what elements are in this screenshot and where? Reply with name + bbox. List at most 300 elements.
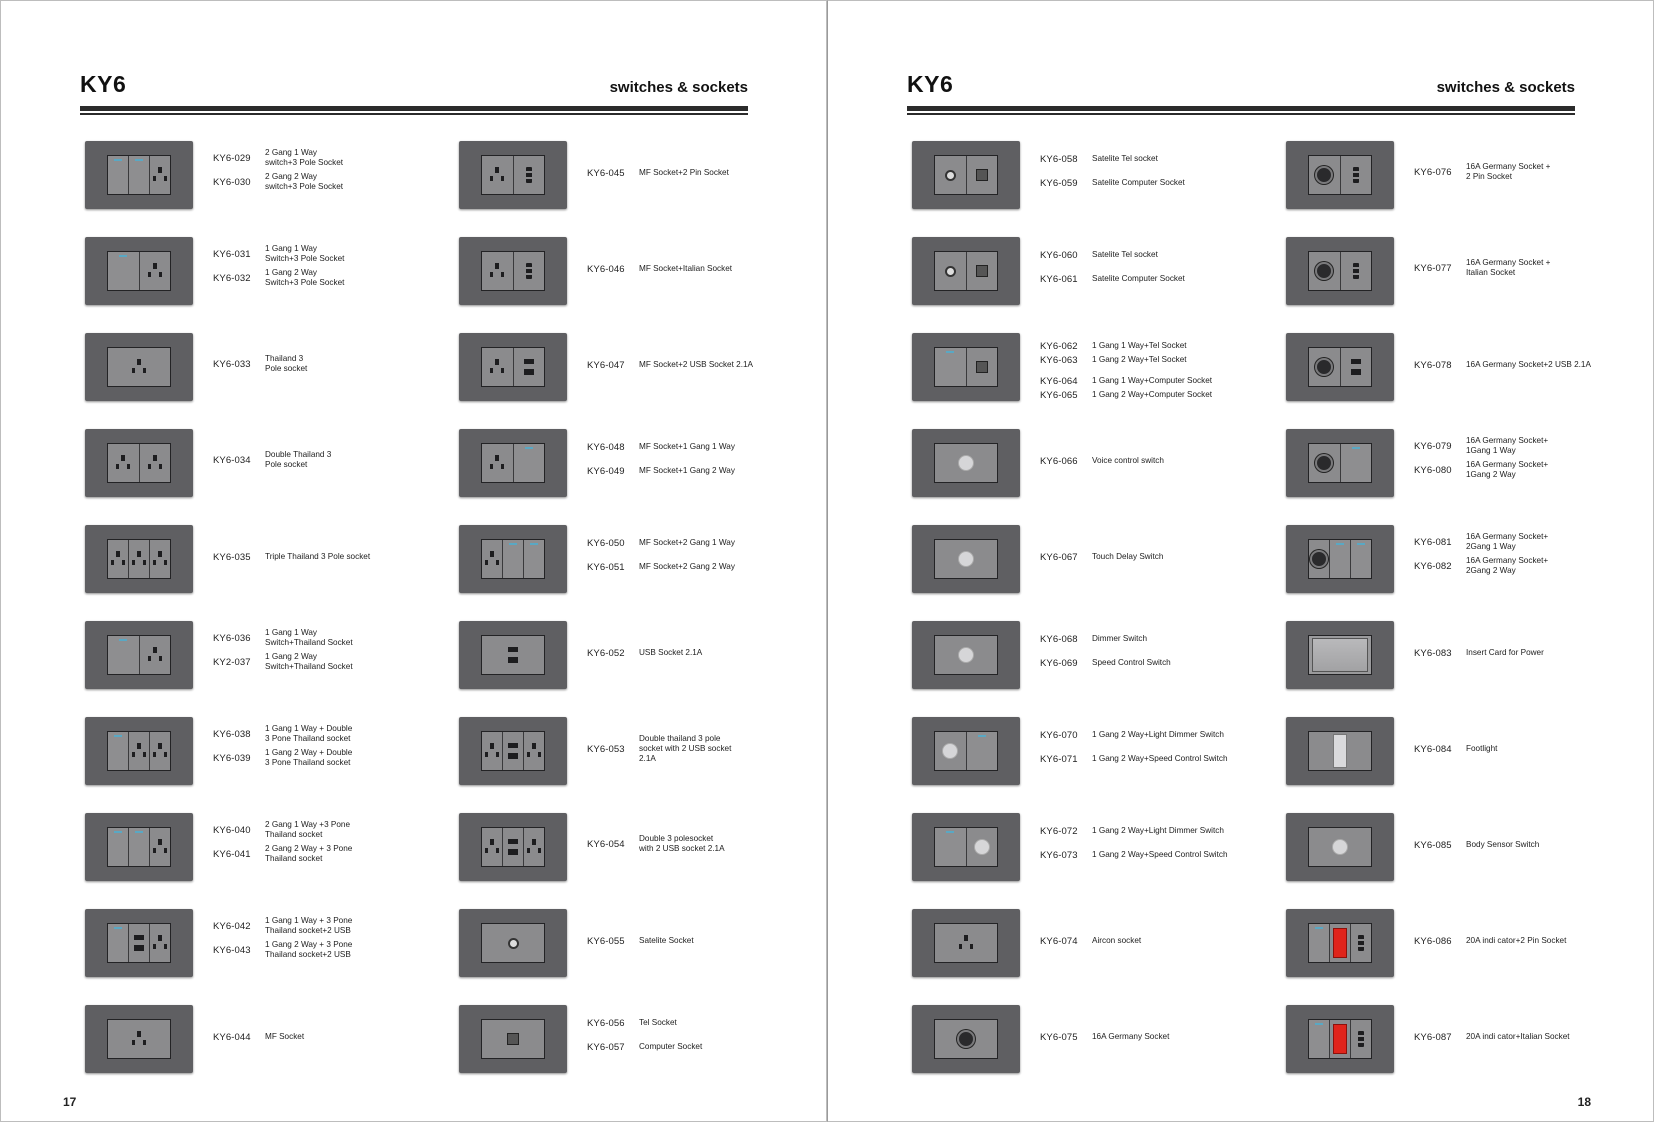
rocker-switch bbox=[129, 156, 150, 194]
knob-icon bbox=[974, 839, 990, 855]
product-item bbox=[85, 140, 425, 210]
product-description: 1 Gang 2 Way+Speed Control Switch bbox=[1092, 754, 1228, 763]
wall-plate bbox=[481, 1019, 545, 1059]
socket-module bbox=[935, 252, 967, 290]
rocker-switch bbox=[1330, 540, 1351, 578]
socket-module bbox=[1309, 156, 1341, 194]
product-description: 16A Germany Socket bbox=[1092, 1032, 1170, 1041]
code-row bbox=[1414, 258, 1616, 278]
socket-module bbox=[514, 156, 545, 194]
product-codes bbox=[587, 716, 797, 786]
wall-plate bbox=[1308, 155, 1372, 195]
code-row bbox=[213, 244, 415, 264]
product-item bbox=[85, 1004, 425, 1074]
wall-plate bbox=[934, 443, 998, 483]
code-row bbox=[1040, 376, 1242, 387]
product-code: KY6-069 bbox=[1040, 658, 1078, 669]
wall-plate bbox=[934, 923, 998, 963]
rocker-switch bbox=[514, 444, 545, 482]
product-codes bbox=[1040, 140, 1250, 210]
product-item bbox=[912, 620, 1252, 690]
product-codes bbox=[587, 140, 797, 210]
socket-module bbox=[140, 444, 171, 482]
product-description: MF Socket+2 Gang 1 Way bbox=[639, 538, 735, 547]
socket-module bbox=[524, 828, 544, 866]
wall-plate bbox=[1308, 347, 1372, 387]
product-codes bbox=[1040, 908, 1250, 978]
socket-module bbox=[140, 636, 171, 674]
product-code: KY6-084 bbox=[1414, 744, 1452, 755]
product-description: 1 Gang 2 Way Switch+3 Pole Socket bbox=[265, 268, 345, 287]
pin2-icon bbox=[526, 263, 532, 279]
round-icon bbox=[1315, 454, 1333, 472]
product-description: 1 Gang 1 Way+Tel Socket bbox=[1092, 341, 1187, 350]
product-image bbox=[85, 525, 193, 593]
product-codes bbox=[587, 332, 797, 402]
holes-icon bbox=[132, 743, 146, 759]
product-codes bbox=[213, 1004, 423, 1074]
holes-icon bbox=[148, 455, 162, 471]
product-codes bbox=[213, 428, 423, 498]
holes-icon bbox=[153, 839, 167, 855]
code-row bbox=[213, 940, 415, 960]
product-item bbox=[459, 716, 799, 786]
product-item bbox=[1286, 524, 1626, 594]
product-code: KY6-075 bbox=[1040, 1032, 1078, 1043]
product-description: Insert Card for Power bbox=[1466, 648, 1544, 657]
coax-icon bbox=[945, 266, 956, 277]
product-description: 16A Germany Socket + Italian Socket bbox=[1466, 258, 1551, 277]
product-image bbox=[1286, 621, 1394, 689]
product-code: KY6-049 bbox=[587, 466, 625, 477]
product-code: KY6-078 bbox=[1414, 360, 1452, 371]
product-codes bbox=[1414, 1004, 1624, 1074]
wall-plate bbox=[481, 155, 545, 195]
wall-plate bbox=[1308, 443, 1372, 483]
product-item bbox=[459, 428, 799, 498]
product-item bbox=[459, 332, 799, 402]
product-item bbox=[912, 236, 1252, 306]
product-description: 1 Gang 2 Way+Light Dimmer Switch bbox=[1092, 826, 1224, 835]
code-row bbox=[1040, 274, 1242, 285]
code-row bbox=[1040, 754, 1242, 765]
product-code: KY6-038 bbox=[213, 729, 251, 740]
code-row bbox=[587, 442, 789, 453]
socket-module bbox=[1341, 348, 1372, 386]
code-row bbox=[213, 354, 415, 374]
code-row bbox=[213, 748, 415, 768]
round-icon bbox=[1315, 358, 1333, 376]
red-icon bbox=[1333, 928, 1347, 958]
usb-icon bbox=[134, 935, 144, 951]
holes-icon bbox=[959, 935, 973, 951]
product-code: KY6-070 bbox=[1040, 730, 1078, 741]
rocker-switch bbox=[108, 924, 129, 962]
wall-plate bbox=[481, 347, 545, 387]
socket-module bbox=[150, 924, 170, 962]
socket-module bbox=[1351, 1020, 1371, 1058]
product-image bbox=[912, 525, 1020, 593]
wall-plate bbox=[934, 1019, 998, 1059]
round-icon bbox=[1315, 166, 1333, 184]
page-header bbox=[80, 67, 748, 115]
code-row bbox=[1040, 154, 1242, 165]
code-row bbox=[1414, 460, 1616, 480]
red-icon bbox=[1333, 1024, 1347, 1054]
sq-icon bbox=[507, 1033, 519, 1045]
product-code: KY6-064 bbox=[1040, 376, 1078, 387]
socket-module bbox=[108, 348, 170, 386]
product-description: 1 Gang 2 Way + 3 Pone Thailand socket+2 USB bbox=[265, 940, 353, 959]
brand-title: KY6 bbox=[907, 71, 954, 97]
code-row bbox=[1040, 250, 1242, 261]
code-row bbox=[1414, 936, 1616, 947]
code-row bbox=[213, 172, 415, 192]
product-codes bbox=[1414, 332, 1624, 402]
product-item bbox=[912, 716, 1252, 786]
product-image bbox=[459, 813, 567, 881]
header-rule bbox=[80, 106, 748, 111]
holes-icon bbox=[490, 455, 504, 471]
product-code: KY6-082 bbox=[1414, 561, 1452, 572]
socket-module bbox=[935, 444, 997, 482]
wall-plate bbox=[1308, 251, 1372, 291]
product-image bbox=[912, 909, 1020, 977]
product-code: KY6-052 bbox=[587, 648, 625, 659]
holes-icon bbox=[132, 359, 146, 375]
wall-plate bbox=[481, 731, 545, 771]
product-image bbox=[85, 237, 193, 305]
product-description: Double Thailand 3 Pole socket bbox=[265, 450, 332, 469]
product-description: 1 Gang 2 Way+Computer Socket bbox=[1092, 390, 1213, 399]
code-row bbox=[1040, 936, 1242, 947]
wall-plate bbox=[481, 827, 545, 867]
product-image bbox=[912, 621, 1020, 689]
section-subtitle: switches & sockets bbox=[609, 79, 748, 96]
product-description: Touch Delay Switch bbox=[1092, 552, 1164, 561]
code-row bbox=[1414, 162, 1616, 182]
product-image bbox=[1286, 1005, 1394, 1073]
socket-module bbox=[935, 732, 967, 770]
socket-module bbox=[935, 540, 997, 578]
code-row bbox=[587, 264, 789, 275]
rocker-switch bbox=[935, 828, 967, 866]
sq-icon bbox=[976, 169, 988, 181]
rocker-switch bbox=[1351, 540, 1371, 578]
code-row bbox=[1040, 456, 1242, 467]
product-item bbox=[1286, 908, 1626, 978]
product-codes bbox=[1040, 620, 1250, 690]
product-description: 16A Germany Socket + 2 Pin Socket bbox=[1466, 162, 1551, 181]
product-code: KY6-057 bbox=[587, 1042, 625, 1053]
product-description: 16A Germany Socket+ 1Gang 1 Way bbox=[1466, 436, 1549, 455]
usb-icon bbox=[508, 743, 518, 759]
product-image bbox=[85, 813, 193, 881]
product-item bbox=[85, 428, 425, 498]
code-row bbox=[213, 552, 415, 563]
product-image bbox=[912, 429, 1020, 497]
product-description: 2 Gang 2 Way + 3 Pone Thailand socket bbox=[265, 844, 353, 863]
product-image bbox=[85, 717, 193, 785]
brand-title: KY6 bbox=[80, 71, 127, 97]
code-row bbox=[587, 360, 789, 371]
product-image bbox=[1286, 141, 1394, 209]
socket-module bbox=[129, 732, 150, 770]
wall-plate bbox=[481, 443, 545, 483]
product-image bbox=[459, 1005, 567, 1073]
product-codes bbox=[213, 332, 423, 402]
product-item bbox=[85, 908, 425, 978]
pin2-icon bbox=[526, 167, 532, 183]
product-item bbox=[459, 140, 799, 210]
product-code: KY6-067 bbox=[1040, 552, 1078, 563]
sq-icon bbox=[976, 361, 988, 373]
product-code: KY6-083 bbox=[1414, 648, 1452, 659]
socket-module bbox=[1309, 252, 1341, 290]
holes-icon bbox=[132, 551, 146, 567]
product-codes bbox=[587, 812, 797, 882]
holes-icon bbox=[490, 167, 504, 183]
product-image bbox=[912, 333, 1020, 401]
holes-icon bbox=[132, 1031, 146, 1047]
wall-plate bbox=[481, 251, 545, 291]
socket-module bbox=[514, 252, 545, 290]
wall-plate bbox=[107, 635, 171, 675]
product-codes bbox=[1040, 524, 1250, 594]
product-codes bbox=[1040, 1004, 1250, 1074]
product-code: KY6-076 bbox=[1414, 167, 1452, 178]
pin2-icon bbox=[1353, 263, 1359, 279]
product-description: MF Socket+Italian Socket bbox=[639, 264, 733, 273]
product-code: KY6-063 bbox=[1040, 355, 1078, 366]
socket-module bbox=[482, 252, 514, 290]
product-item bbox=[1286, 428, 1626, 498]
code-row bbox=[213, 916, 415, 936]
product-code: KY6-072 bbox=[1040, 826, 1078, 837]
product-image bbox=[459, 237, 567, 305]
product-description: 1 Gang 1 Way Switch+3 Pole Socket bbox=[265, 244, 345, 263]
product-item bbox=[459, 1004, 799, 1074]
product-description: MF Socket bbox=[265, 1032, 305, 1041]
product-code: KY6-087 bbox=[1414, 1032, 1452, 1043]
product-item bbox=[912, 140, 1252, 210]
product-description: MF Socket+2 Pin Socket bbox=[639, 168, 729, 177]
product-description: Speed Control Switch bbox=[1092, 658, 1171, 667]
product-item bbox=[85, 236, 425, 306]
product-description: 1 Gang 1 Way Switch+Thailand Socket bbox=[265, 628, 353, 647]
product-item bbox=[85, 524, 425, 594]
code-row bbox=[587, 648, 789, 659]
code-row bbox=[1040, 341, 1242, 352]
usb-icon bbox=[508, 839, 518, 855]
product-item bbox=[85, 812, 425, 882]
product-codes bbox=[587, 236, 797, 306]
product-code: KY6-065 bbox=[1040, 390, 1078, 401]
product-description: Double 3 polesocket with 2 USB socket 2.1A bbox=[639, 834, 725, 853]
product-image bbox=[85, 909, 193, 977]
page-number: 17 bbox=[63, 1095, 77, 1109]
product-codes bbox=[587, 524, 797, 594]
product-code: KY6-062 bbox=[1040, 341, 1078, 352]
socket-module bbox=[967, 252, 998, 290]
socket-module bbox=[967, 348, 998, 386]
product-description: 1 Gang 1 Way + 3 Pone Thailand socket+2 USB bbox=[265, 916, 353, 935]
product-code: KY6-058 bbox=[1040, 154, 1078, 165]
holes-icon bbox=[116, 455, 130, 471]
holes-icon bbox=[490, 263, 504, 279]
product-description: 1 Gang 2 Way+Speed Control Switch bbox=[1092, 850, 1228, 859]
holes-icon bbox=[490, 359, 504, 375]
wall-plate bbox=[1308, 731, 1372, 771]
code-row bbox=[1040, 390, 1242, 401]
socket-module bbox=[524, 732, 544, 770]
socket-module bbox=[1309, 828, 1371, 866]
code-row bbox=[213, 1032, 415, 1043]
product-code: KY6-034 bbox=[213, 455, 251, 466]
product-code: KY6-055 bbox=[587, 936, 625, 947]
wall-plate bbox=[107, 155, 171, 195]
product-code: KY6-045 bbox=[587, 168, 625, 179]
product-codes bbox=[1040, 716, 1250, 786]
knob-icon bbox=[958, 551, 974, 567]
usb-icon bbox=[1351, 359, 1361, 375]
socket-module bbox=[1309, 540, 1330, 578]
product-image bbox=[1286, 909, 1394, 977]
product-description: 1 Gang 2 Way+Tel Socket bbox=[1092, 355, 1187, 364]
product-codes bbox=[587, 908, 797, 978]
product-description: 1 Gang 1 Way+Computer Socket bbox=[1092, 376, 1213, 385]
product-codes bbox=[213, 716, 423, 786]
holes-icon bbox=[153, 551, 167, 567]
product-description: Dimmer Switch bbox=[1092, 634, 1148, 643]
product-image bbox=[85, 1005, 193, 1073]
socket-module bbox=[1309, 636, 1371, 674]
product-codes bbox=[1040, 332, 1250, 402]
product-code: KY6-051 bbox=[587, 562, 625, 573]
product-code: KY6-060 bbox=[1040, 250, 1078, 261]
code-row bbox=[1414, 556, 1616, 576]
socket-module bbox=[1309, 348, 1341, 386]
code-row bbox=[213, 724, 415, 744]
product-item bbox=[912, 332, 1252, 402]
product-image bbox=[459, 717, 567, 785]
product-codes bbox=[1414, 620, 1624, 690]
page-header bbox=[907, 67, 1575, 115]
product-item bbox=[1286, 236, 1626, 306]
holes-icon bbox=[485, 839, 499, 855]
section-subtitle: switches & sockets bbox=[1436, 79, 1575, 96]
product-codes bbox=[1414, 908, 1624, 978]
code-row bbox=[1414, 840, 1616, 851]
product-item bbox=[459, 524, 799, 594]
product-code: KY6-046 bbox=[587, 264, 625, 275]
product-description: MF Socket+1 Gang 2 Way bbox=[639, 466, 735, 475]
product-image bbox=[1286, 429, 1394, 497]
product-description: 1 Gang 2 Way+Light Dimmer Switch bbox=[1092, 730, 1224, 739]
code-row bbox=[213, 148, 415, 168]
wall-plate bbox=[107, 347, 171, 387]
product-description: Double thailand 3 pole socket with 2 USB socket 2.1A bbox=[639, 734, 732, 763]
product-image bbox=[459, 525, 567, 593]
code-row bbox=[1040, 826, 1242, 837]
rocker-switch bbox=[935, 348, 967, 386]
wall-plate bbox=[107, 251, 171, 291]
code-row bbox=[587, 466, 789, 477]
product-item bbox=[912, 524, 1252, 594]
wall-plate bbox=[934, 635, 998, 675]
product-codes bbox=[1040, 428, 1250, 498]
holes-icon bbox=[485, 743, 499, 759]
product-description: MF Socket+1 Gang 1 Way bbox=[639, 442, 735, 451]
socket-module bbox=[150, 732, 170, 770]
code-row bbox=[587, 538, 789, 549]
product-codes bbox=[213, 908, 423, 978]
product-description: Voice control switch bbox=[1092, 456, 1164, 465]
code-row bbox=[587, 734, 789, 764]
code-row bbox=[1040, 552, 1242, 563]
product-code: KY6-047 bbox=[587, 360, 625, 371]
socket-module bbox=[935, 1020, 997, 1058]
product-codes bbox=[587, 620, 797, 690]
rocker-switch bbox=[108, 252, 140, 290]
product-codes bbox=[213, 236, 423, 306]
socket-module bbox=[129, 540, 150, 578]
code-row bbox=[1040, 850, 1242, 861]
product-description: 16A Germany Socket+ 2Gang 1 Way bbox=[1466, 532, 1549, 551]
product-item bbox=[85, 332, 425, 402]
rocker-switch bbox=[108, 156, 129, 194]
product-code: KY6-079 bbox=[1414, 441, 1452, 452]
code-row bbox=[213, 450, 415, 470]
socket-module bbox=[1351, 924, 1371, 962]
knob-icon bbox=[942, 743, 958, 759]
product-code: KY6-048 bbox=[587, 442, 625, 453]
code-row bbox=[1414, 436, 1616, 456]
socket-module bbox=[129, 924, 150, 962]
wall-plate bbox=[934, 155, 998, 195]
product-codes bbox=[1414, 524, 1624, 594]
socket-module bbox=[140, 252, 171, 290]
rocker-switch bbox=[108, 828, 129, 866]
socket-module bbox=[935, 924, 997, 962]
product-codes bbox=[1414, 428, 1624, 498]
rocker-switch bbox=[524, 540, 544, 578]
product-code: KY6-086 bbox=[1414, 936, 1452, 947]
product-code: KY6-080 bbox=[1414, 465, 1452, 476]
product-description: Thailand 3 Pole socket bbox=[265, 354, 308, 373]
product-codes bbox=[1040, 812, 1250, 882]
socket-module bbox=[108, 540, 129, 578]
knob-icon bbox=[958, 647, 974, 663]
wall-plate bbox=[1308, 539, 1372, 579]
product-item bbox=[1286, 812, 1626, 882]
product-description: 16A Germany Socket+2 USB 2.1A bbox=[1466, 360, 1591, 369]
product-description: Satelite Computer Socket bbox=[1092, 274, 1185, 283]
code-row bbox=[213, 820, 415, 840]
header-rule bbox=[907, 106, 1575, 111]
code-row bbox=[213, 844, 415, 864]
product-description: 16A Germany Socket+ 1Gang 2 Way bbox=[1466, 460, 1549, 479]
product-image bbox=[459, 909, 567, 977]
socket-module bbox=[150, 828, 170, 866]
wall-plate bbox=[934, 539, 998, 579]
product-code: KY6-059 bbox=[1040, 178, 1078, 189]
product-description: Satelite Tel socket bbox=[1092, 250, 1158, 259]
wall-plate bbox=[934, 827, 998, 867]
product-code: KY6-074 bbox=[1040, 936, 1078, 947]
page-number: 18 bbox=[1577, 1095, 1591, 1109]
product-item bbox=[912, 1004, 1252, 1074]
